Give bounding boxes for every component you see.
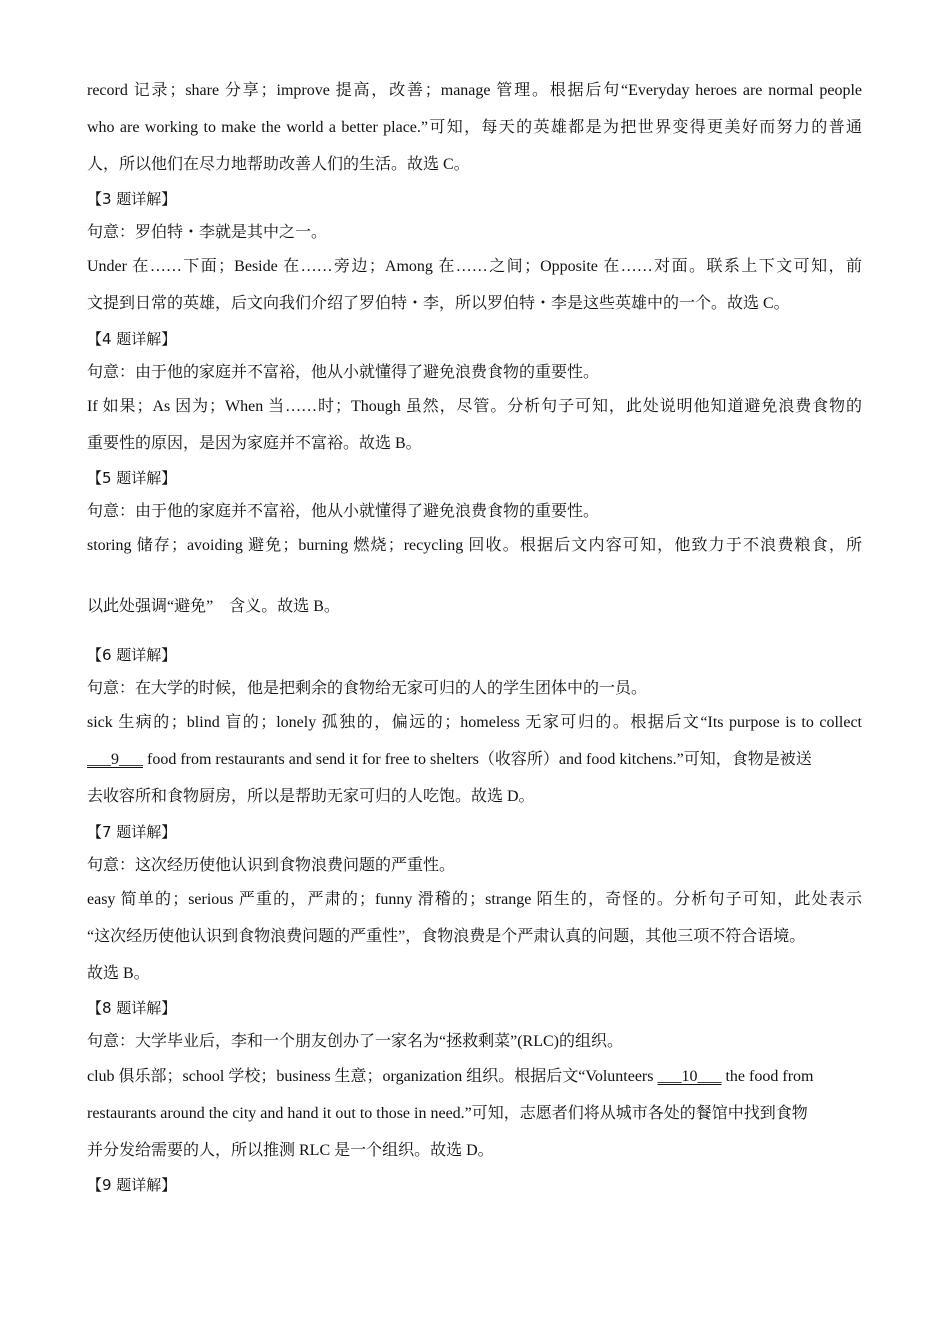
text-segment: club 俱乐部；school 学校；business 生意；organization 组织。根据后文“Volunteers [87,1068,658,1085]
text-line: “这次经历使他认识到食物浪费问题的严重性”，食物浪费是个严肃认真的问题，其他三项不符合语境。 [87,928,806,945]
text-line: 并分发给需要的人，所以推测 RLC 是一个组织。故选 D。 [87,1142,494,1159]
text-line: who are working to make the world a better place.”可知，每天的英雄都是为把世界变得更美好而努力的普通 [87,119,862,136]
text-line: If 如果；As 因为；When 当……时；Though 虽然，尽管。分析句子可知，此处说明他知道避免浪费食物的 [87,398,862,415]
text-line: record 记录；share 分享；improve 提高，改善；manage 管理。根据后句“Everyday heroes are normal people [87,82,862,99]
text-line: 故选 B。 [87,965,150,982]
section-heading: 【5 题详解】 [87,469,177,487]
text-line: 句意：由于他的家庭并不富裕，他从小就懂得了避免浪费食物的重要性。 [87,364,600,381]
section-heading: 【7 题详解】 [87,823,177,841]
text-line: 以此处强调“避免” 含义。故选 B。 [87,598,340,615]
text-line: 句意：由于他的家庭并不富裕，他从小就懂得了避免浪费食物的重要性。 [87,503,600,520]
text-line: sick 生病的；blind 盲的；lonely 孤独的，偏远的；homeless 无家可归的。根据后文“Its purpose is to collect [87,714,862,731]
section-heading: 【9 题详解】 [87,1176,177,1194]
answer-blank: ___9___ [87,751,143,768]
text-line: 重要性的原因，是因为家庭并不富裕。故选 B。 [87,435,422,452]
text-line: 句意：在大学的时候，他是把剩余的食物给无家可归的人的学生团体中的一员。 [87,680,648,697]
text-segment: food from restaurants and send it for free to shelters（收容所）and food kitchens.”可知，食物是被送 [143,751,812,768]
text-segment: the food from [721,1068,814,1085]
text-line: easy 简单的；serious 严重的，严肃的；funny 滑稽的；strange 陌生的，奇怪的。分析句子可知，此处表示 [87,891,862,908]
text-line: 人，所以他们在尽力地帮助改善人们的生活。故选 C。 [87,156,470,173]
text-line: Under 在……下面；Beside 在……旁边；Among 在……之间；Opposite 在……对面。联系上下文可知，前 [87,258,862,275]
text-line: 句意：罗伯特・李就是其中之一。 [87,224,328,241]
text-line: 去收容所和食物厨房，所以是帮助无家可归的人吃饱。故选 D。 [87,788,535,805]
section-heading: 【8 题详解】 [87,999,177,1017]
answer-blank: ___10___ [657,1068,722,1085]
text-line: 文提到日常的英雄，后文向我们介绍了罗伯特・李，所以罗伯特・李是这些英雄中的一个。故选 C。 [87,295,790,312]
section-heading: 【4 题详解】 [87,330,177,348]
section-heading: 【6 题详解】 [87,646,177,664]
text-line [87,748,862,772]
section-heading: 【3 题详解】 [87,190,177,208]
text-line: 句意：大学毕业后，李和一个朋友创办了一家名为“拯救剩菜”(RLC)的组织。 [87,1033,623,1050]
text-line: storing 储存；avoiding 避免；burning 燃烧；recycling 回收。根据后文内容可知，他致力于不浪费粮食，所 [87,537,862,554]
text-line: 句意：这次经历使他认识到食物浪费问题的严重性。 [87,857,456,874]
text-line: restaurants around the city and hand it out to those in need.”可知，志愿者们将从城市各处的餐馆中找到食物 [87,1105,808,1122]
text-line [87,1065,862,1089]
